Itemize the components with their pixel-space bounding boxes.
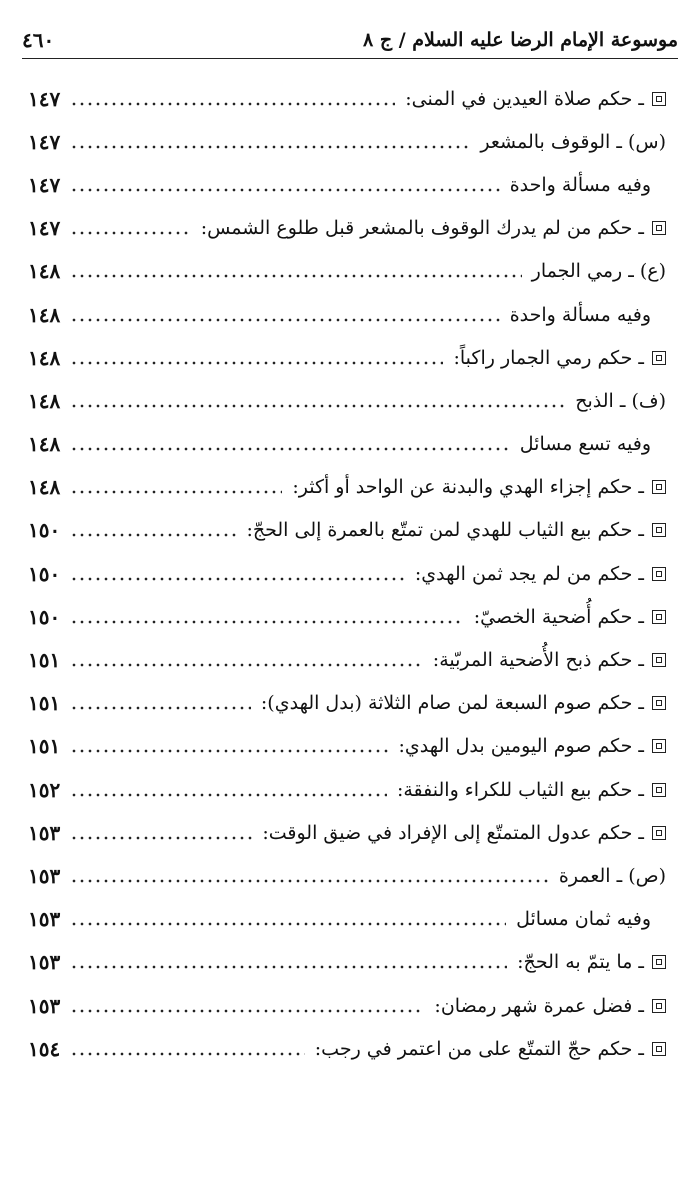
toc-entry-label — [516, 908, 666, 930]
toc-entry-text: ـ حكم من لم يجد ثمن الهدي: — [414, 562, 644, 585]
toc-page-number: ١٥٠ — [28, 518, 61, 543]
toc-entry — [28, 638, 666, 681]
dot-leader — [70, 662, 423, 668]
toc-entry — [28, 509, 666, 552]
toc-page-number: ١٤٨ — [28, 302, 61, 327]
toc-page-number: ١٥٣ — [28, 820, 61, 845]
toc-entry-label — [433, 649, 666, 671]
toc-entry-label — [480, 131, 666, 153]
toc-entry — [28, 811, 666, 854]
toc-entry-label — [405, 88, 666, 110]
square-bullet-icon — [652, 653, 666, 667]
toc-entry — [28, 984, 666, 1027]
toc-entry-label — [559, 865, 666, 887]
square-bullet-icon — [652, 351, 666, 365]
dot-leader — [70, 187, 499, 193]
toc-page-number: ١٤٨ — [28, 388, 61, 413]
square-bullet-icon — [652, 826, 666, 840]
toc-entry-text: وفيه مسألة واحدة — [509, 173, 651, 196]
toc-page-number: ١٥٣ — [28, 993, 61, 1018]
toc-page-number: ١٥٠ — [28, 604, 61, 629]
toc-entry-label — [510, 304, 666, 326]
dot-leader — [70, 230, 190, 236]
toc-entry — [28, 379, 666, 422]
dot-leader — [70, 273, 521, 279]
toc-entry — [28, 682, 666, 725]
toc-entry-label — [453, 347, 666, 369]
toc-entry-label — [261, 692, 666, 714]
dot-leader — [70, 403, 565, 409]
toc-page-number: ١٥٢ — [28, 777, 61, 802]
toc-entry — [28, 466, 666, 509]
square-bullet-icon — [652, 783, 666, 797]
toc-page-number: ١٤٨ — [28, 432, 61, 457]
dot-leader — [70, 835, 252, 841]
toc-page-number: ١٤٧ — [28, 216, 61, 241]
toc-entry-label — [415, 563, 666, 585]
dot-leader — [70, 317, 499, 323]
toc-entry-text: ـ حكم صوم اليومين بدل الهدي: — [398, 735, 644, 758]
toc-entry-label — [532, 260, 666, 282]
toc-entry-text: ـ حكم ذبح الأُضحية المربّية: — [432, 649, 644, 672]
toc-entry-label — [474, 606, 666, 628]
page-number: ٤٦٠ — [22, 28, 55, 52]
toc-entry — [28, 1027, 666, 1070]
square-bullet-icon — [652, 221, 666, 235]
toc-page-number: ١٥٤ — [28, 1036, 61, 1061]
toc-entry-text: ـ ما يتمّ به الحجّ: — [517, 951, 644, 974]
toc-page-number: ١٥١ — [28, 691, 61, 716]
square-bullet-icon — [652, 999, 666, 1013]
square-bullet-icon — [652, 696, 666, 710]
dot-leader — [70, 532, 236, 538]
toc-entry-label — [246, 519, 666, 541]
toc-entry-text: وفيه ثمان مسائل — [516, 908, 651, 931]
toc-entry-text: وفيه مسألة واحدة — [509, 303, 651, 326]
toc-entry-label — [397, 779, 666, 801]
toc-entry-label — [434, 995, 666, 1017]
toc-page-number: ١٤٨ — [28, 475, 61, 500]
toc-entry-label — [315, 1038, 666, 1060]
toc-entry-text: ـ حكم بيع الثياب للكراء والنفقة: — [396, 778, 644, 801]
toc-entry — [28, 120, 666, 163]
toc-entry-text: (ص) ـ العمرة — [558, 864, 666, 887]
toc-page-number: ١٥٣ — [28, 950, 61, 975]
toc-entry-text: ـ فضل عمرة شهر رمضان: — [434, 994, 644, 1017]
toc-page-number: ١٤٧ — [28, 172, 61, 197]
toc-entry-text: ـ حكم بيع الثياب للهدي لمن تمتّع بالعمرة إلى الحجّ: — [246, 519, 644, 542]
toc-entry — [28, 725, 666, 768]
square-bullet-icon — [652, 739, 666, 753]
dot-leader — [70, 446, 510, 452]
toc-entry — [28, 250, 666, 293]
dot-leader — [70, 144, 470, 150]
toc-page-number: ١٤٨ — [28, 259, 61, 284]
dot-leader — [70, 748, 388, 754]
toc-entry-text: وفيه تسع مسائل — [519, 433, 651, 456]
dot-leader — [70, 360, 443, 366]
toc-entry-label — [520, 433, 666, 455]
toc-entry-text: ـ حكم صلاة العيدين في المنى: — [405, 87, 644, 110]
toc-entry — [28, 552, 666, 595]
toc-page-number: ١٤٧ — [28, 86, 61, 111]
square-bullet-icon — [652, 523, 666, 537]
toc-entry-text: (ع) ـ رمي الجمار — [531, 260, 666, 283]
toc-entry — [28, 163, 666, 206]
dot-leader — [70, 1051, 305, 1057]
toc-entry-text: (س) ـ الوقوف بالمشعر — [480, 130, 666, 153]
toc-entry — [28, 336, 666, 379]
toc-entry-text: ـ حكم عدول المتمتّع إلى الإفراد في ضيق الوقت: — [262, 821, 644, 844]
dot-leader — [70, 964, 507, 970]
toc-entry-text: ـ حكم إجزاء الهدي والبدنة عن الواحد أو أكثر: — [292, 476, 644, 499]
toc-page-number: ١٥٠ — [28, 561, 61, 586]
dot-leader — [70, 1008, 424, 1014]
toc-entry-label — [399, 735, 667, 757]
toc-entry — [28, 293, 666, 336]
toc-entry — [28, 207, 666, 250]
toc-entry — [28, 898, 666, 941]
toc-entry — [28, 595, 666, 638]
toc-page-number: ١٥١ — [28, 734, 61, 759]
toc-entry-label — [201, 217, 666, 239]
toc-entry-text: ـ حكم أُضحية الخصيّ: — [473, 605, 644, 628]
toc-entry-text: ـ حكم حجّ التمتّع على من اعتمر في رجب: — [314, 1037, 644, 1060]
dot-leader — [70, 878, 549, 884]
square-bullet-icon — [652, 610, 666, 624]
toc-page-number: ١٥٣ — [28, 863, 61, 888]
dot-leader — [70, 921, 506, 927]
toc-entry-label — [517, 951, 666, 973]
toc-page-number: ١٥٣ — [28, 907, 61, 932]
dot-leader — [70, 705, 251, 711]
square-bullet-icon — [652, 567, 666, 581]
toc-entry-label — [575, 390, 666, 412]
toc-entry — [28, 768, 666, 811]
table-of-contents — [28, 77, 666, 1070]
toc-entry — [28, 423, 666, 466]
dot-leader — [70, 489, 282, 495]
square-bullet-icon — [652, 1042, 666, 1056]
dot-leader — [70, 576, 405, 582]
square-bullet-icon — [652, 480, 666, 494]
dot-leader — [70, 792, 387, 798]
toc-entry-label — [262, 822, 666, 844]
toc-page-number: ١٥١ — [28, 648, 61, 673]
toc-entry-label — [510, 174, 666, 196]
toc-entry-text: (ف) ـ الذبح — [575, 389, 666, 412]
dot-leader — [70, 101, 395, 107]
toc-entry — [28, 941, 666, 984]
toc-entry — [28, 854, 666, 897]
dot-leader — [70, 619, 464, 625]
book-title: موسوعة الإمام الرضا عليه السلام / ج ٨ — [363, 29, 678, 51]
toc-page-number: ١٤٨ — [28, 345, 61, 370]
toc-entry-text: ـ حكم رمي الجمار راكباً: — [453, 346, 644, 369]
toc-page-number: ١٤٧ — [28, 129, 61, 154]
toc-entry-text: ـ حكم صوم السبعة لمن صام الثلاثة (بدل الهدي): — [260, 692, 644, 715]
square-bullet-icon — [652, 92, 666, 106]
toc-entry-text: ـ حكم من لم يدرك الوقوف بالمشعر قبل طلوع الشمس: — [200, 217, 644, 240]
square-bullet-icon — [652, 955, 666, 969]
toc-entry-label — [292, 476, 666, 498]
toc-entry — [28, 77, 666, 120]
running-header — [22, 22, 678, 59]
